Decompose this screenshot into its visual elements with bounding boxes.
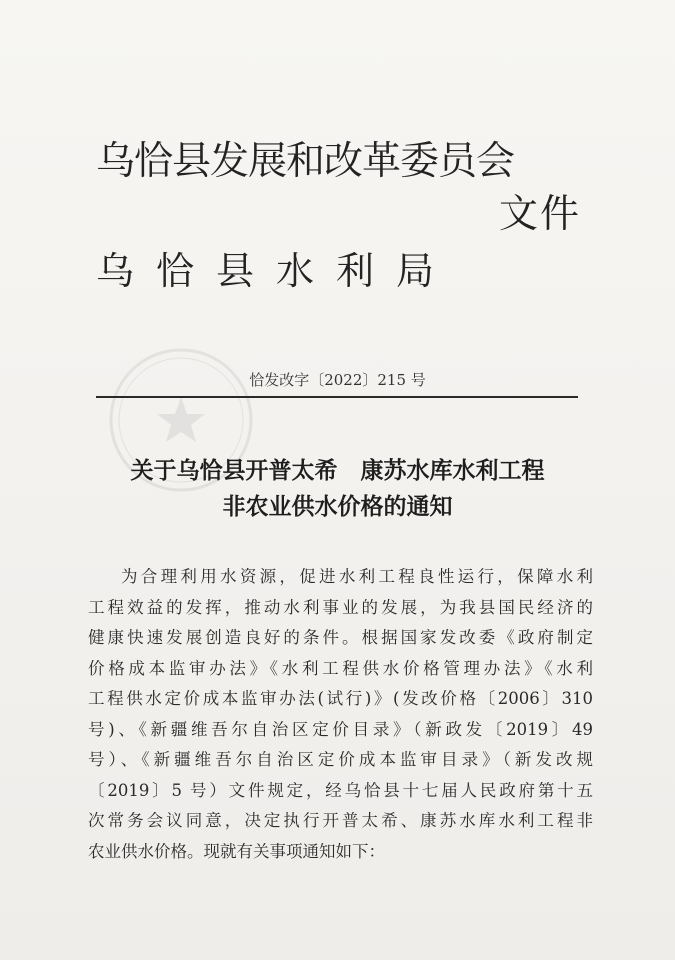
body-line: 工程效益的发挥，推动水利事业的发展，为我县国民经济的	[88, 597, 593, 617]
body-line: 号）、《新疆维吾尔自治区定价成本监审目录》（新发改规	[88, 750, 593, 769]
issuing-agency-2: 乌恰县水利局	[96, 249, 457, 293]
body-line: 健康快速发展创造良好的条件。根据国家发改委《政府制定	[88, 628, 593, 647]
body-line: 农业供水价格。现就有关事项通知如下：	[88, 841, 385, 861]
body-line: 号)、《新疆维吾尔自治区定价目录》（新政发〔2019〕49	[88, 719, 593, 739]
document-label: 文件	[499, 192, 582, 237]
body-line: 工程供水定价成本监审办法(试行)》(发改价格〔2006〕310	[88, 689, 593, 708]
body-line: 为合理利用水资源，促进水利工程良性运行，保障水利	[121, 567, 593, 586]
body-line: 次常务会议同意，决定执行开普太希、康苏水库水利工程非	[88, 811, 593, 830]
document-title	[0, 453, 675, 525]
issuing-agency-1: 乌恰县发展和改革委员会	[96, 139, 515, 184]
body-line: 价格成本监审办法》《水利工程供水价格管理办法》《水利	[88, 658, 593, 678]
title-line-1: 关于乌恰县开普太希 康苏水库水利工程	[130, 457, 545, 484]
body-line: 〔2019〕5 号）文件规定，经乌恰县十七届人民政府第十五	[88, 780, 593, 800]
header-divider	[96, 396, 578, 398]
document-number: 恰发改字〔2022〕215 号	[249, 371, 426, 389]
title-line-2: 非农业供水价格的通知	[222, 493, 453, 520]
body-paragraph	[88, 562, 593, 867]
